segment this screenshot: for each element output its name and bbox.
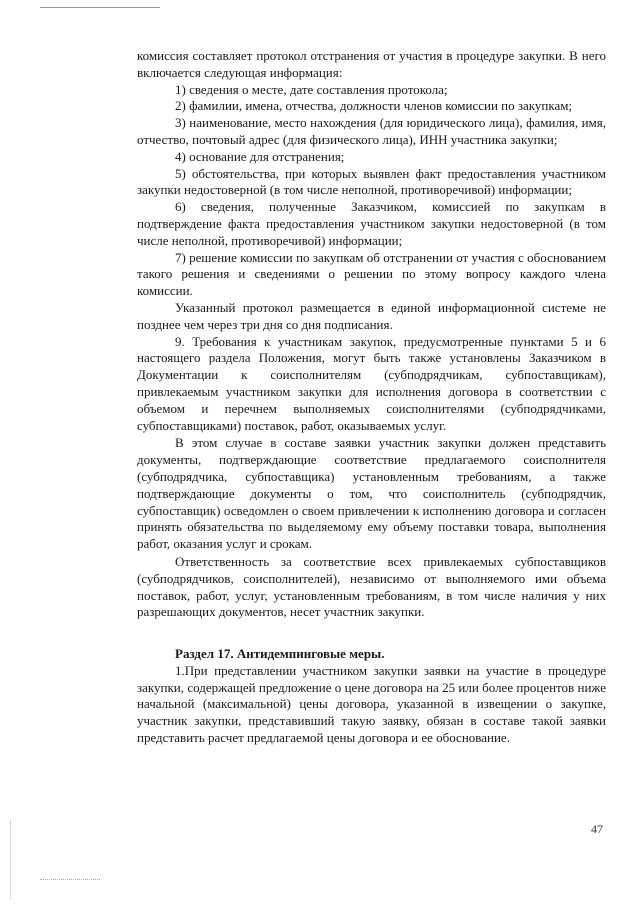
paragraph-item-9: 9. Требования к участникам закупок, предусмотренные пунктами 5 и 6 настоящего раздела Положения, могут быть также установлены Заказчиком в Документации к соисполнителям (субподрядчикам, субпоставщикам), привлекаемым участником закупки для исполнения договора в соответствии с объемом и перечнем выполняемых соисполнителями (субподрядчиками, субпоставщиками) поставок, работ, оказываемых услуг. (137, 333, 606, 433)
list-item-5: 5) обстоятельства, при которых выявлен факт предоставления участником закупки недостоверной (в том числе неполной, противоречивой) информации; (137, 165, 606, 198)
section-paragraph-1: 1.При представлении участником закупки заявки на участие в процедуре закупки, содержащей предложение о цене договора на 25 или более процентов ниже начальной (максимальной) цены договора, указанной в извещении о закупке, участник закупки, представивший такую заявку, обязан в составе такой заявки представить расчет предлагаемой цены договора и ее обоснование. (137, 662, 606, 746)
list-item-6: 6) сведения, полученные Заказчиком, комиссией по закупкам в подтверждение факта предоставления участником закупки недостоверной (в том числе неполной, противоречивой) информации; (137, 199, 606, 248)
paragraph-responsibility: Ответственность за соответствие всех привлекаемых субпоставщиков (субподрядчиков, соисполнителей), независимо от выполняемого ими объема поставок, работ, услуг, установленным требованиям, в том числе наличия у них разрешающих документов, несет участник закупки. (137, 553, 606, 620)
list-item-1: 1) сведения о месте, дате составления протокола; (175, 81, 448, 97)
document-body (137, 48, 606, 747)
list-item-7: 7) решение комиссии по закупкам об отстранении от участия с обоснованием такого решения и сведениями о решении по этому вопросу каждого члена комиссии. (137, 249, 606, 299)
section-heading: Раздел 17. Антидемпинговые меры. (175, 646, 385, 662)
list-item-2: 2) фамилии, имена, отчества, должности членов комиссии по закупкам; (175, 98, 573, 114)
scan-top-rule (40, 7, 160, 8)
list-item-3: 3) наименование, место нахождения (для юридического лица), фамилия, имя, отчество, почтовый адрес (для физического лица), ИНН участника закупки; (137, 115, 606, 147)
list-item-4: 4) основание для отстранения; (175, 148, 345, 164)
paragraph-protocol-publication: Указанный протокол размещается в единой информационной системе не позднее чем через три дня со дня подписания. (137, 299, 606, 332)
page-number: 47 (591, 822, 603, 836)
paragraph-subcontractor-documents: В этом случае в составе заявки участник закупки должен представить документы, подтверждающие соответствие предлагаемого соисполнителя (субподрядчика, субпоставщика) установленным требованиям, а также подтверждающие документы о том, что соисполнитель (субподрядчик, субпоставщик) осведомлен о своем привлечении к исполнению договора и согласен принять обязательства по выделяемому ему объему поставки товара, выполнения работ, оказания услуг и срокам. (137, 435, 606, 552)
scan-margin-artifact (10, 820, 31, 900)
paragraph-protocol-intro: комиссия составляет протокол отстранения от участия в процедуре закупки. В него включается следующая информация: (137, 48, 606, 80)
scan-bottom-artifact (40, 879, 100, 880)
